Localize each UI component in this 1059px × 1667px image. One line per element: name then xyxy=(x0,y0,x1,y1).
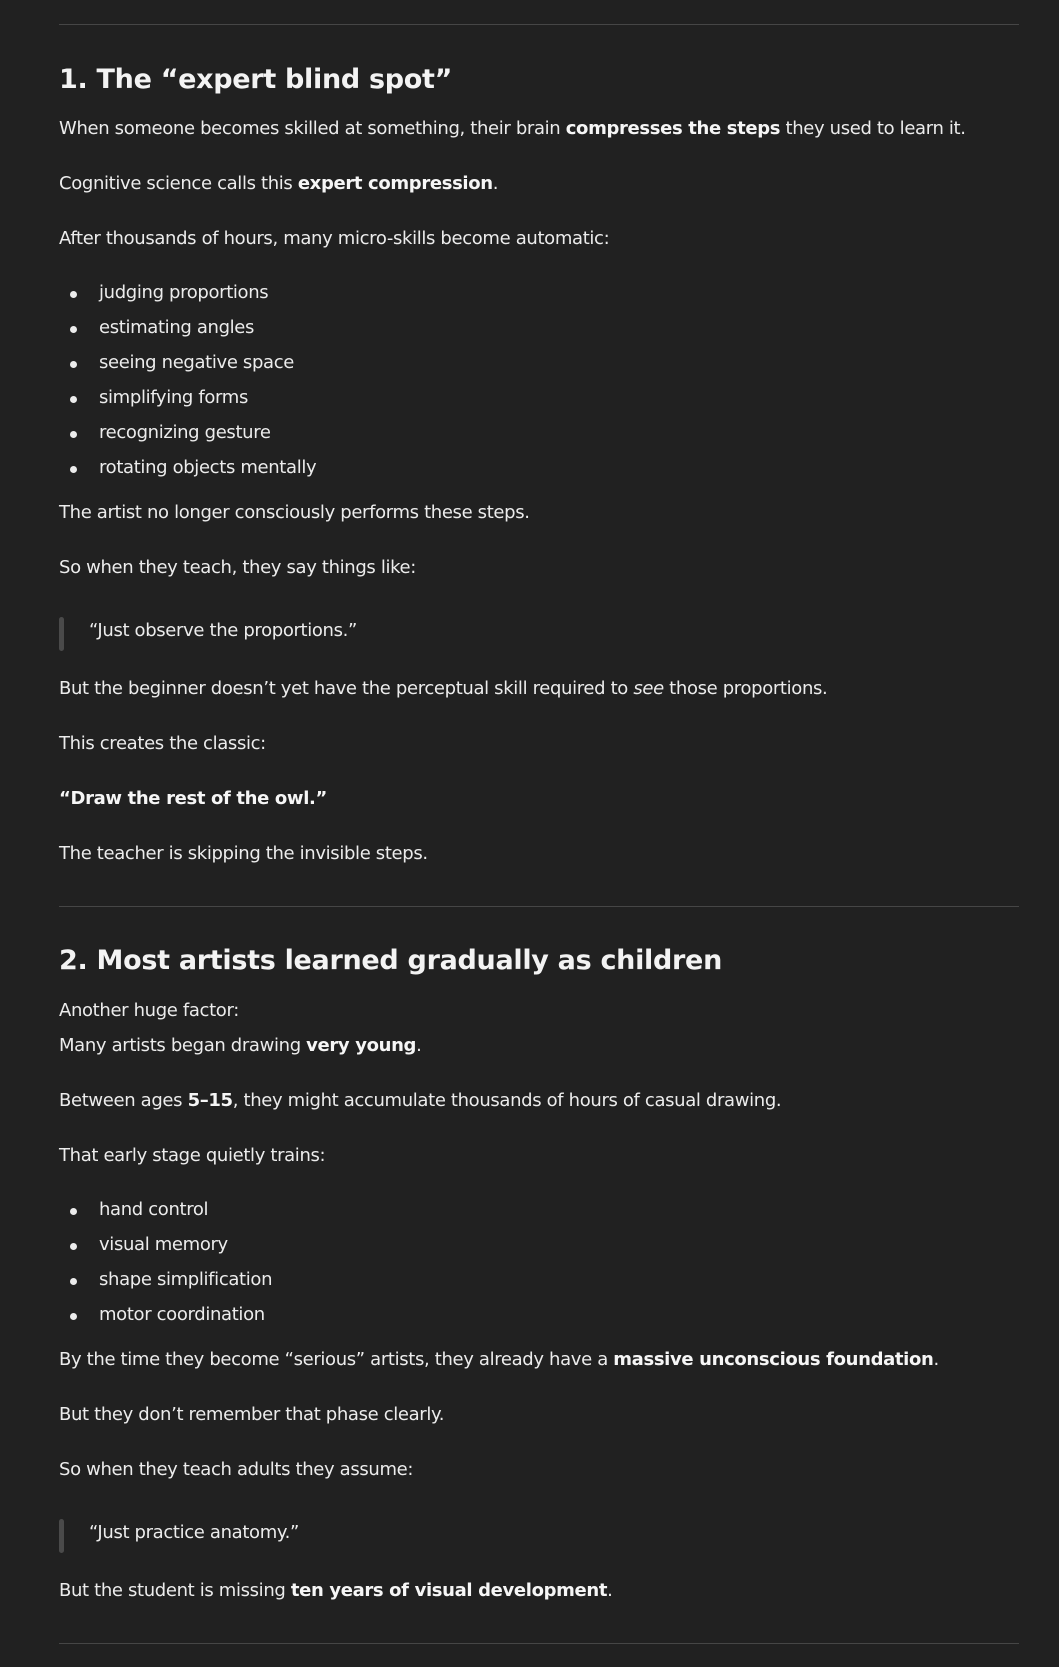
bullet-icon xyxy=(70,396,77,403)
paragraph: Another huge factor: xyxy=(59,1000,239,1021)
list-item: motor coordination xyxy=(99,1304,265,1325)
paragraph: But they don’t remember that phase clearly. xyxy=(59,1404,445,1425)
paragraph: Between ages 5–15, they might accumulate thousands of hours of casual drawing. xyxy=(59,1090,782,1111)
bullet-icon xyxy=(70,1313,77,1320)
bullet-icon xyxy=(70,326,77,333)
blockquote-bar xyxy=(59,617,64,651)
section-heading: 1. The “expert blind spot” xyxy=(59,64,453,95)
paragraph: “Draw the rest of the owl.” xyxy=(59,788,327,809)
paragraph: When someone becomes skilled at something, their brain compresses the steps they used to learn it. xyxy=(59,118,966,139)
bullet-icon xyxy=(70,1243,77,1250)
paragraph: This creates the classic: xyxy=(59,733,266,754)
paragraph: But the student is missing ten years of visual development. xyxy=(59,1580,613,1601)
bullet-icon xyxy=(70,1208,77,1215)
bullet-icon xyxy=(70,431,77,438)
list-item: shape simplification xyxy=(99,1269,273,1290)
bullet-icon xyxy=(70,1278,77,1285)
paragraph: But the beginner doesn’t yet have the perceptual skill required to see those proportions. xyxy=(59,678,828,699)
paragraph: After thousands of hours, many micro-skills become automatic: xyxy=(59,228,610,249)
blockquote: “Just observe the proportions.” xyxy=(89,620,357,641)
list-item: estimating angles xyxy=(99,317,255,338)
list-item: rotating objects mentally xyxy=(99,457,317,478)
bullet-icon xyxy=(70,361,77,368)
paragraph: So when they teach, they say things like: xyxy=(59,557,416,578)
list-item: judging proportions xyxy=(99,282,269,303)
paragraph: Many artists began drawing very young. xyxy=(59,1035,422,1056)
divider xyxy=(59,906,1019,907)
paragraph: The teacher is skipping the invisible steps. xyxy=(59,843,428,864)
section-heading: 2. Most artists learned gradually as children xyxy=(59,945,722,976)
blockquote: “Just practice anatomy.” xyxy=(89,1522,299,1543)
paragraph: The artist no longer consciously performs these steps. xyxy=(59,502,530,523)
bullet-icon xyxy=(70,466,77,473)
paragraph: By the time they become “serious” artists, they already have a massive unconscious foundation. xyxy=(59,1349,939,1370)
divider xyxy=(59,1643,1019,1644)
list-item: hand control xyxy=(99,1199,209,1220)
paragraph: That early stage quietly trains: xyxy=(59,1145,326,1166)
paragraph: Cognitive science calls this expert compression. xyxy=(59,173,499,194)
blockquote-bar xyxy=(59,1519,64,1553)
list-item: recognizing gesture xyxy=(99,422,271,443)
paragraph: So when they teach adults they assume: xyxy=(59,1459,414,1480)
list-item: simplifying forms xyxy=(99,387,248,408)
divider xyxy=(59,24,1019,25)
list-item: seeing negative space xyxy=(99,352,294,373)
bullet-icon xyxy=(70,291,77,298)
list-item: visual memory xyxy=(99,1234,228,1255)
